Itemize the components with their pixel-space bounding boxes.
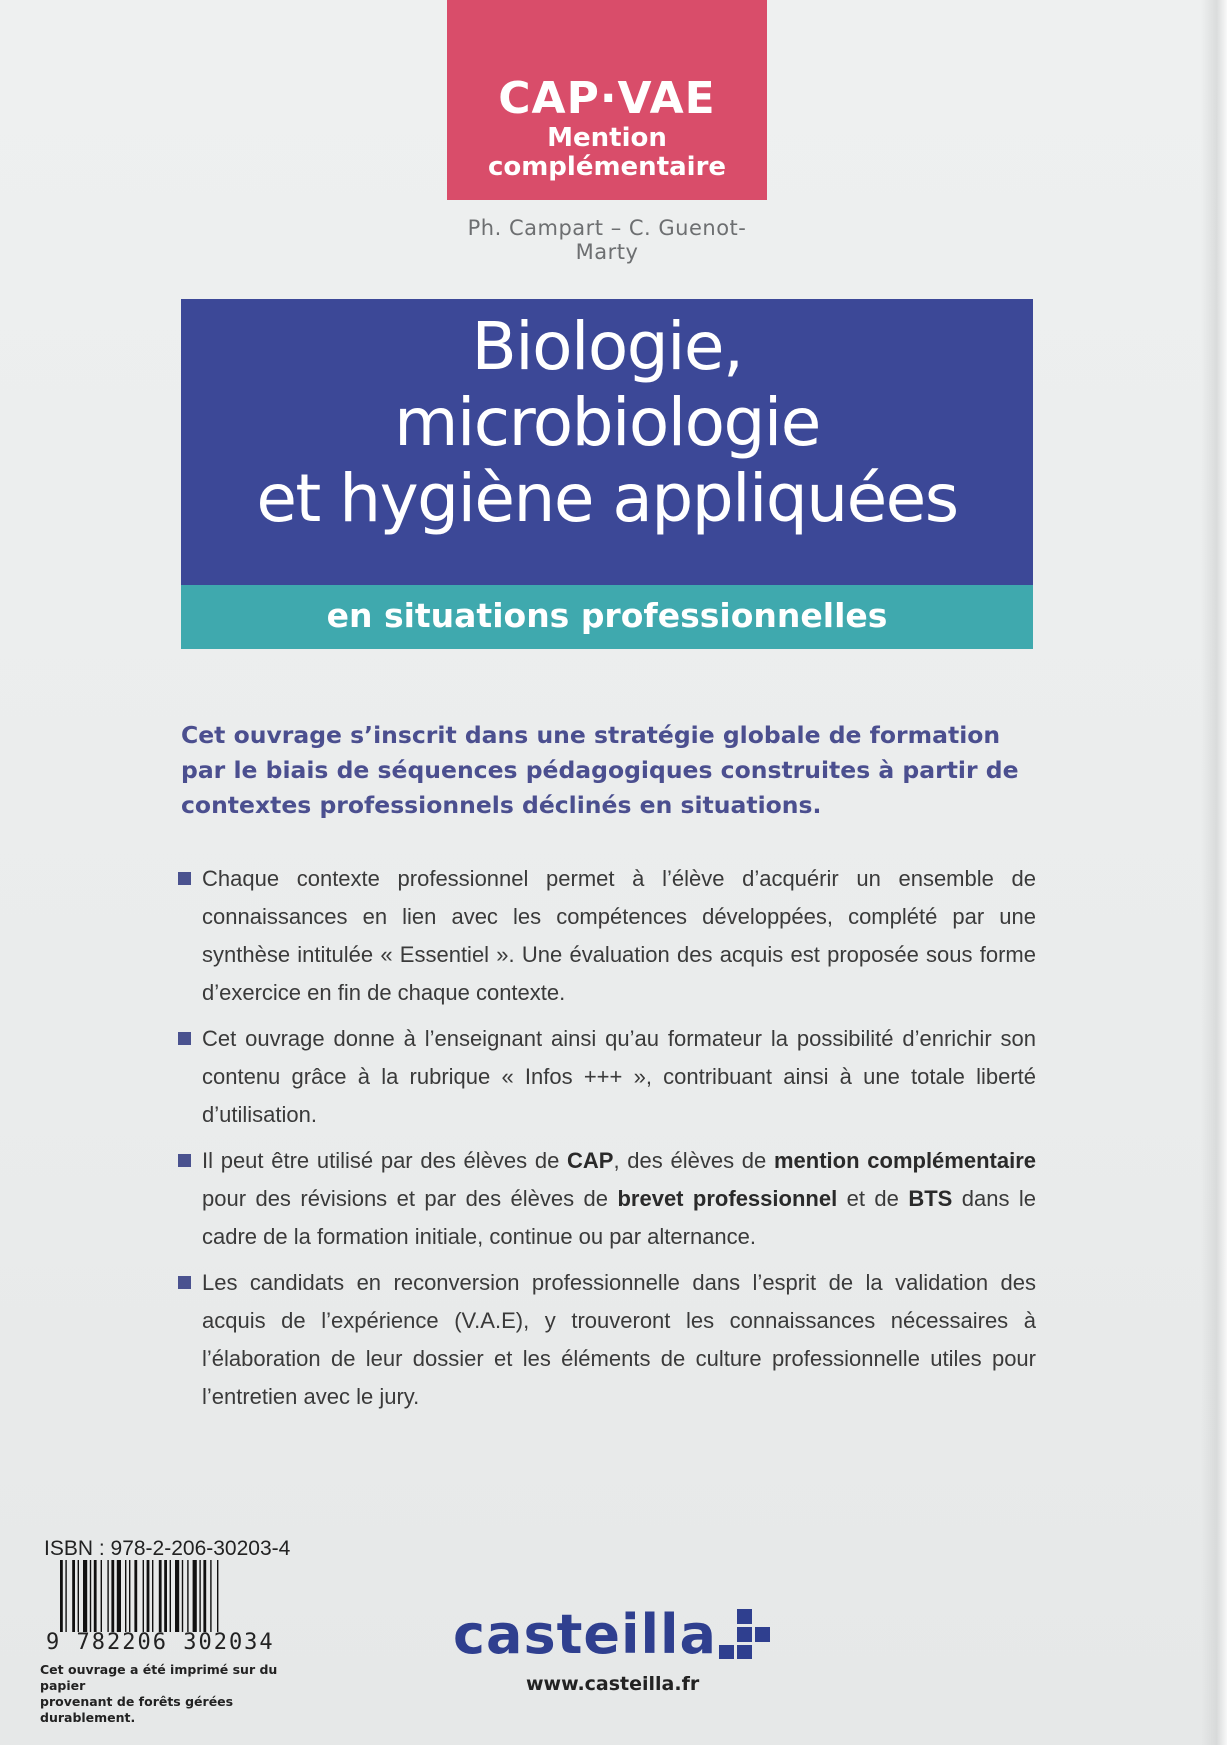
bullet-square-icon (178, 1154, 191, 1167)
website-link[interactable]: www.casteilla.fr (526, 1673, 700, 1695)
list-item-text: Les candidats en reconversion professionnelle dans l’esprit de la validation des acquis de l’expérience (V.A.E), y trouveront les connaissances nécessaires à l’élaboration de leur dossier et les éléments de culture professionnelle utiles pour l’entretien avec le jury. (202, 1270, 1036, 1409)
text-run: et de (837, 1186, 909, 1211)
list-item-text (202, 1148, 1036, 1249)
title-line-3: et hygiène appliquées (256, 460, 958, 537)
title-block (181, 299, 1033, 585)
series-label: CAP·VAE (498, 73, 716, 124)
list-item (178, 1020, 1036, 1134)
bullet-square-icon (178, 1032, 191, 1045)
barcode-digits: 9 782206 302034 (46, 1630, 275, 1655)
bold-term: CAP (567, 1148, 614, 1173)
title-line-2: microbiologie (394, 384, 820, 461)
list-item (178, 1264, 1036, 1416)
mention-line-2: complémentaire (487, 152, 727, 182)
paper-note-line-1: Cet ouvrage a été imprimé sur du papier (40, 1662, 278, 1693)
isbn: ISBN : 978-2-206-30203-4 (44, 1537, 291, 1560)
text-run: dans le cadre de la formation initiale, continue ou par alternance. (202, 1186, 1037, 1249)
barcode-icon (60, 1560, 260, 1632)
bullet-square-icon (178, 872, 191, 885)
series-badge (447, 0, 767, 200)
publisher-logo (453, 1604, 773, 1664)
title-line-1: Biologie, (471, 308, 743, 385)
intro-paragraph: Cet ouvrage s’inscrit dans une stratégie globale de formation par le biais de séquences pédagogiques construites à partir de contextes professionnels déclinés en situations. (181, 721, 1019, 819)
list-item-text: Chaque contexte professionnel permet à l’élève d’acquérir un ensemble de connaissances en lien avec les compétences développées, complété par une synthèse intitulée « Essentiel ». Une évaluation des acquis est proposée sous forme d’exercice en fin de chaque contexte. (202, 866, 1036, 1005)
logo-cross-icon (719, 1607, 773, 1661)
bullet-square-icon (178, 1276, 191, 1289)
subtitle-band (181, 585, 1033, 649)
spine-edge (1201, 0, 1227, 1745)
mention-line-1: Mention (547, 123, 667, 153)
list-item (178, 1142, 1036, 1256)
subtitle: en situations professionnelles (326, 596, 888, 635)
bold-term: BTS (908, 1186, 953, 1211)
paper-note-line-2: provenant de forêts gérées durablement. (40, 1694, 234, 1725)
feature-list (178, 860, 1036, 1424)
bold-term: brevet professionnel (617, 1186, 838, 1211)
paper-note (40, 1662, 300, 1726)
bold-term: mention complémentaire (774, 1148, 1036, 1173)
authors: Ph. Campart – C. Guenot-Marty (467, 216, 747, 264)
list-item-text: Cet ouvrage donne à l’enseignant ainsi qu’au formateur la possibilité d’enrichir son contenu grâce à la rubrique « Infos +++ », contribuant ainsi à une totale liberté d’utilisation. (202, 1026, 1036, 1127)
text-run: , des élèves de (613, 1148, 774, 1173)
text-run: pour des révisions et par des élèves de (202, 1186, 618, 1211)
text-run: Il peut être utilisé par des élèves de (202, 1148, 568, 1173)
list-item (178, 860, 1036, 1012)
logo-wordmark: casteilla (453, 1602, 717, 1666)
